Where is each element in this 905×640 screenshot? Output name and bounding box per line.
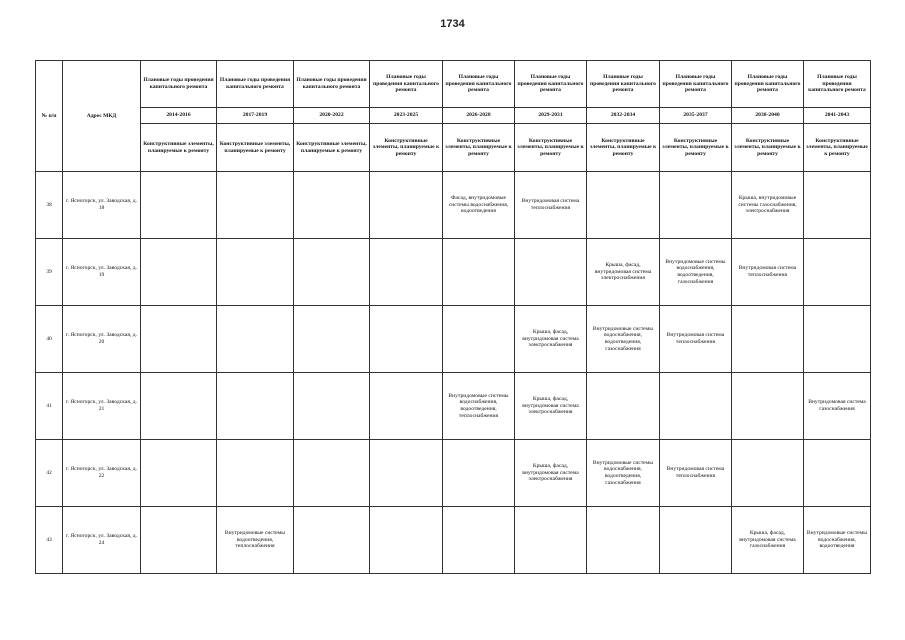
row-number: 38 — [36, 172, 63, 239]
repair-elements-cell — [217, 306, 294, 373]
table-row — [36, 373, 871, 440]
period-header: Плановые годы проведения капитального ремонта — [515, 61, 587, 108]
repair-elements-cell: Крыша, фасад, внутридомовая система электроснабжения — [587, 239, 660, 306]
repair-elements-cell — [804, 306, 871, 373]
period-elements-header: Конструктивные элементы, планируемые к ремонту — [732, 124, 804, 172]
period-years: 2023-2025 — [370, 108, 443, 124]
period-elements-header: Конструктивные элементы, планируемые к ремонту — [443, 124, 515, 172]
repair-elements-cell — [660, 172, 732, 239]
period-header: Плановые годы проведения капитального ремонта — [443, 61, 515, 108]
repair-elements-cell: Внутридомовые системы водоснабжения, водоотведения, газоснабжения — [660, 239, 732, 306]
period-header: Плановые годы проведения капитального ремонта — [141, 61, 217, 108]
repair-elements-cell — [217, 239, 294, 306]
repair-elements-cell — [141, 440, 217, 507]
table-row — [36, 239, 871, 306]
period-elements-header: Конструктивные элементы, планируемые к ремонту — [587, 124, 660, 172]
repair-elements-cell: Внутридомовая система теплоснабжения — [732, 239, 804, 306]
repair-elements-cell — [804, 440, 871, 507]
repair-elements-cell: Внутридомовая система теплоснабжения — [515, 172, 587, 239]
repair-elements-cell — [217, 172, 294, 239]
repair-elements-cell: Фасад, внутридомовые системы водоснабжения, водоотведения — [443, 172, 515, 239]
repair-elements-cell — [370, 440, 443, 507]
column-header-number: № п/п — [36, 61, 63, 172]
repair-elements-cell: Крыша, внутридомовые системы газоснабжения, электроснабжения — [732, 172, 804, 239]
repair-elements-cell — [515, 239, 587, 306]
row-number: 43 — [36, 507, 63, 574]
repair-elements-cell — [217, 440, 294, 507]
row-address: г. Ясногорск, ул. Заводская, д. 24 — [63, 507, 141, 574]
repair-elements-cell — [294, 239, 370, 306]
period-years: 2017-2019 — [217, 108, 294, 124]
table-row — [36, 440, 871, 507]
period-elements-header: Конструктивные элементы, планируемые к ремонту — [515, 124, 587, 172]
repair-elements-cell — [141, 507, 217, 574]
repair-elements-cell — [141, 172, 217, 239]
period-elements-header: Конструктивные элементы, планируемые к ремонту — [370, 124, 443, 172]
repair-elements-cell — [732, 440, 804, 507]
period-years: 2020-2022 — [294, 108, 370, 124]
table-row — [36, 306, 871, 373]
repair-elements-cell: Внутридомовые системы водоснабжения, водоотведения, теплоснабжения — [443, 373, 515, 440]
column-header-address: Адрес МКД — [63, 61, 141, 172]
repair-elements-cell — [141, 373, 217, 440]
row-address: г. Ясногорск, ул. Заводская, д. 22 — [63, 440, 141, 507]
period-years: 2032-2034 — [587, 108, 660, 124]
period-header: Плановые годы проведения капитального ремонта — [804, 61, 871, 108]
repair-elements-cell — [443, 306, 515, 373]
repair-elements-cell — [587, 373, 660, 440]
period-header: Плановые годы проведения капитального ремонта — [587, 61, 660, 108]
period-years: 2026-2028 — [443, 108, 515, 124]
repair-elements-cell: Внутридомовые системы водоснабжения, водоотведения, газоснабжения — [587, 440, 660, 507]
period-years: 2014-2016 — [141, 108, 217, 124]
repair-elements-cell: Внутридомовые системы водоснабжения, водоотведения, газоснабжения — [587, 306, 660, 373]
table-body — [36, 172, 871, 574]
repair-elements-cell — [370, 239, 443, 306]
period-years: 2029-2031 — [515, 108, 587, 124]
repair-elements-cell — [660, 373, 732, 440]
repair-elements-cell: Внутридомовые системы водоотведения, теплоснабжения — [217, 507, 294, 574]
repair-elements-cell — [804, 172, 871, 239]
period-years: 2038-2040 — [732, 108, 804, 124]
repair-elements-cell — [294, 440, 370, 507]
repair-elements-cell — [443, 507, 515, 574]
row-number: 41 — [36, 373, 63, 440]
repair-elements-cell — [294, 373, 370, 440]
row-number: 42 — [36, 440, 63, 507]
repair-elements-cell — [443, 440, 515, 507]
period-header: Плановые годы проведения капитального ремонта — [732, 61, 804, 108]
repair-elements-cell — [370, 507, 443, 574]
row-address: г. Ясногорск, ул. Заводская, д. 18 — [63, 172, 141, 239]
repair-elements-cell: Внутридомовые системы водоснабжения, водоотведения — [804, 507, 871, 574]
repair-elements-cell — [294, 172, 370, 239]
period-header: Плановые годы проведения капитального ремонта — [294, 61, 370, 108]
period-elements-header: Конструктивные элементы, планируемые к ремонту — [141, 124, 217, 172]
repair-elements-cell — [587, 172, 660, 239]
page-number: 1734 — [440, 18, 465, 30]
capital-repair-plan-table — [35, 60, 871, 574]
table-row — [36, 507, 871, 574]
period-elements-header: Конструктивные элементы, планируемые к ремонту — [217, 124, 294, 172]
repair-elements-cell — [294, 306, 370, 373]
period-years: 2041-2043 — [804, 108, 871, 124]
repair-elements-cell — [141, 239, 217, 306]
repair-elements-cell — [804, 239, 871, 306]
repair-elements-cell — [141, 306, 217, 373]
repair-elements-cell: Крыша, фасад, внутридомовая система электроснабжения — [515, 306, 587, 373]
repair-elements-cell: Крыша, фасад, внутридомовая система газоснабжения — [732, 507, 804, 574]
repair-elements-cell: Внутридомовая система газоснабжения — [804, 373, 871, 440]
period-header: Плановые годы проведения капитального ремонта — [660, 61, 732, 108]
repair-elements-cell — [660, 507, 732, 574]
row-address: г. Ясногорск, ул. Заводская, д. 19 — [63, 239, 141, 306]
repair-elements-cell — [217, 373, 294, 440]
repair-elements-cell — [732, 306, 804, 373]
repair-elements-cell — [294, 507, 370, 574]
repair-elements-cell: Внутридомовая система теплоснабжения — [660, 440, 732, 507]
repair-elements-cell: Крыша, фасад, внутридомовая система электроснабжения — [515, 440, 587, 507]
table-header — [36, 61, 871, 172]
repair-elements-cell — [443, 239, 515, 306]
row-address: г. Ясногорск, ул. Заводская, д. 21 — [63, 373, 141, 440]
repair-elements-cell — [732, 373, 804, 440]
repair-elements-cell: Крыша, фасад, внутридомовая система электроснабжения — [515, 373, 587, 440]
row-number: 39 — [36, 239, 63, 306]
repair-elements-cell — [515, 507, 587, 574]
period-elements-header: Конструктивные элементы, планируемые к ремонту — [660, 124, 732, 172]
repair-elements-cell — [370, 172, 443, 239]
period-header: Плановые годы проведения капитального ремонта — [370, 61, 443, 108]
row-address: г. Ясногорск, ул. Заводская, д. 20 — [63, 306, 141, 373]
row-number: 40 — [36, 306, 63, 373]
table-row — [36, 172, 871, 239]
period-header: Плановые годы проведения капитального ремонта — [217, 61, 294, 108]
repair-elements-cell: Внутридомовая система теплоснабжения — [660, 306, 732, 373]
period-elements-header: Конструктивные элементы, планируемые к ремонту — [294, 124, 370, 172]
period-years: 2035-2037 — [660, 108, 732, 124]
repair-elements-cell — [587, 507, 660, 574]
repair-elements-cell — [370, 373, 443, 440]
period-elements-header: Конструктивные элементы, планируемые к ремонту — [804, 124, 871, 172]
repair-elements-cell — [370, 306, 443, 373]
